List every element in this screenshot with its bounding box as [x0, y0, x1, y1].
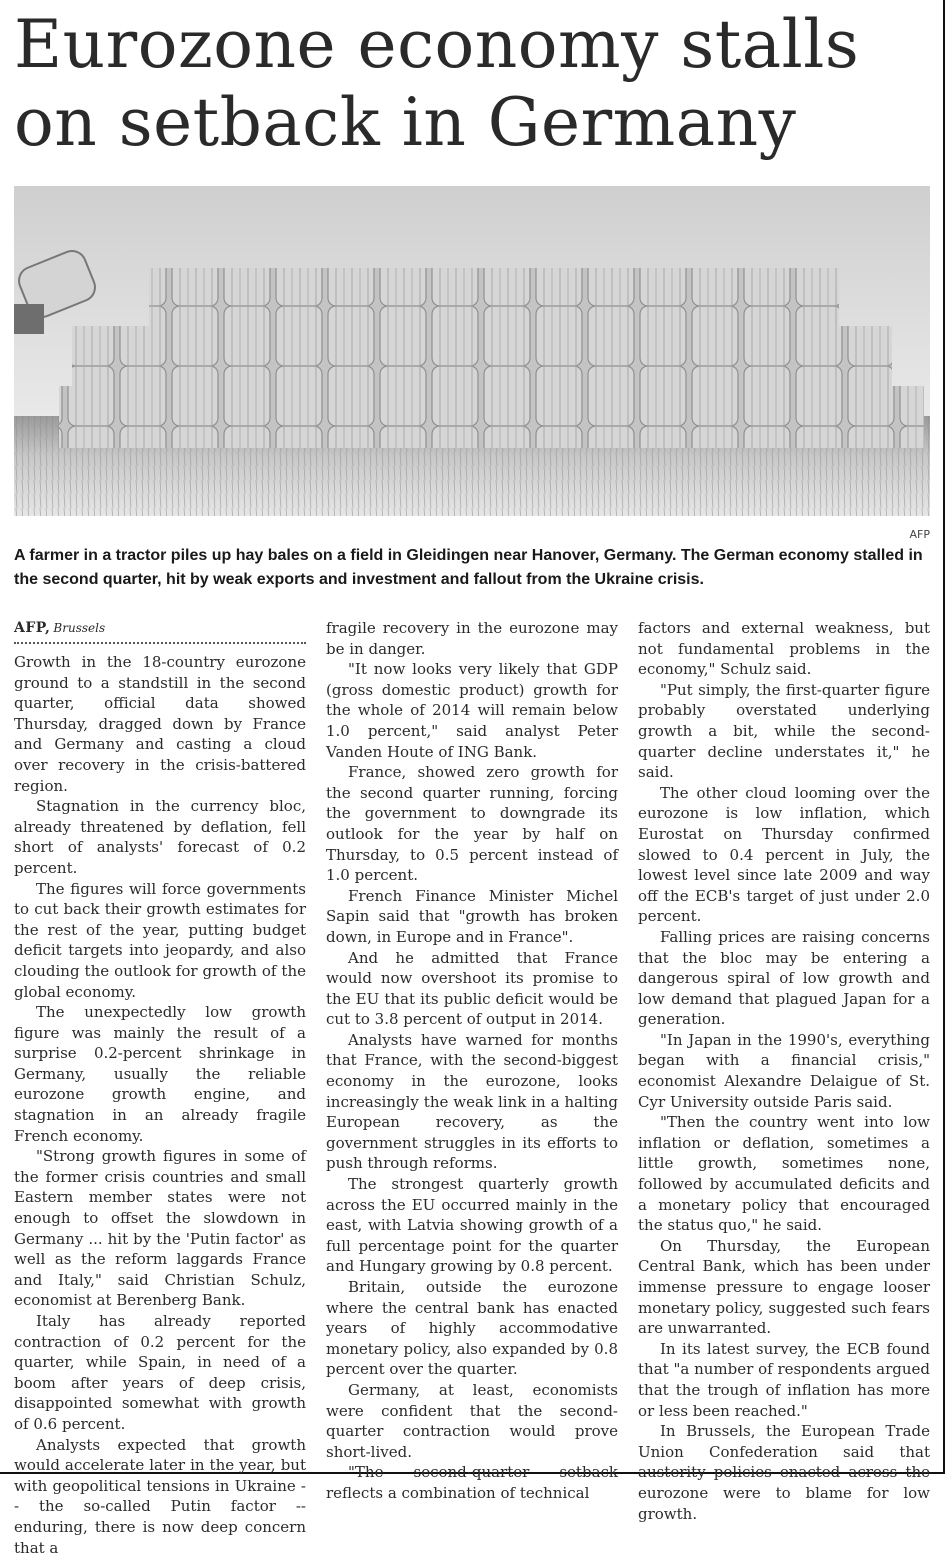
paragraph: In Brussels, the European Trade Union Confederation said that austerity policies enacted across the eurozone were to blame for low growth.	[638, 1422, 930, 1523]
paragraph: The unexpectedly low growth figure was mainly the result of a surprise 0.2-percent shrinkage in Germany, usually the reliable eurozone growth engine, and stagnation in an already fragile French economy.	[14, 1003, 306, 1145]
photo-credit: AFP	[909, 528, 930, 541]
paragraph: "The second-quarter setback reflects a combination of technical	[326, 1463, 618, 1502]
article-column-2	[326, 618, 618, 1502]
paragraph: "It now looks very likely that GDP (gross domestic product) growth for the whole of 2014 will remain below 1.0 percent," said analyst Peter Vanden Houte of ING Bank.	[326, 660, 618, 761]
bale-row-bottom	[59, 386, 924, 448]
paragraph: "In Japan in the 1990's, everything began with a financial crisis," economist Alexandre Delaigue of St. Cyr University outside Paris said.	[638, 1030, 930, 1111]
paragraph: Italy has already reported contraction of 0.2 percent for the quarter, while Spain, in need of a boom after years of deep crisis, disappointed somewhat with growth of 0.6 percent.	[14, 1312, 306, 1433]
paragraph: factors and external weakness, but not fundamental problems in the economy," Schulz said.	[638, 619, 930, 679]
paragraph: Stagnation in the currency bloc, already threatened by deflation, fell short of analysts' forecast of 0.2 percent.	[14, 797, 306, 877]
paragraph: France, showed zero growth for the second quarter running, forcing the government to downgrade its outlook for the year by half on Thursday, to 0.5 percent instead of 1.0 percent.	[326, 763, 618, 885]
hay-bales-illustration	[14, 186, 930, 516]
bale-row-top	[149, 268, 839, 330]
paragraph: "Then the country went into low inflation or deflation, sometimes a little growth, sometimes none, followed by accumulated deficits and a monetary policy that encouraged the status quo," he said.	[638, 1113, 930, 1235]
byline	[14, 618, 306, 644]
paragraph: Growth in the 18-country eurozone ground to a standstill in the second quarter, official data showed Thursday, dragged down by France and Germany and casting a cloud over recovery in the crisis-battered region.	[14, 653, 306, 795]
bale-row-middle	[72, 326, 892, 388]
paragraph: On Thursday, the European Central Bank, which has been under immense pressure to engage looser monetary policy, suggested such fears are unwarranted.	[638, 1236, 930, 1338]
paragraph: Analysts have warned for months that France, with the second-biggest economy in the eurozone, looks increasingly the weak link in a halting European recovery, as the government struggles in its efforts to push through reforms.	[326, 1030, 618, 1173]
paragraph: The figures will force governments to cut back their growth estimates for the rest of the year, putting budget deficit targets into jeopardy, and also clouding the outlook for growth of the global economy.	[14, 879, 306, 1001]
paragraph: The strongest quarterly growth across the EU occurred mainly in the east, with Latvia showing growth of a full percentage point for the quarter and Hungary growing by 0.8 percent.	[326, 1175, 618, 1276]
byline-source: AFP,	[14, 620, 51, 636]
article-column-3	[638, 618, 930, 1523]
paragraph: And he admitted that France would now overshoot its promise to the EU that its public deficit would be cut to 3.8 percent of output in 2014.	[326, 948, 618, 1029]
paragraph: Britain, outside the eurozone where the central bank has enacted years of highly accommodative monetary policy, also expanded by 0.8 percent over the quarter.	[326, 1278, 618, 1379]
paragraph: The other cloud looming over the eurozone is low inflation, which Eurostat on Thursday confirmed slowed to 0.4 percent in July, the lowest level since late 2009 and way off the ECB's target of just under 2.0 percent.	[638, 783, 930, 926]
article-column-1	[14, 618, 306, 1557]
paragraph: fragile recovery in the eurozone may be in danger.	[326, 619, 618, 658]
paragraph: French Finance Minister Michel Sapin said that "growth has broken down, in Europe and in France".	[326, 886, 618, 946]
paragraph: Falling prices are raising concerns that the bloc may be entering a dangerous spiral of low growth and low demand that plagued Japan for a generation.	[638, 927, 930, 1029]
news-photo-hay-bales	[14, 186, 930, 516]
paragraph: "Strong growth figures in some of the former crisis countries and small Eastern member states were not enough to offset the slowdown in Germany ... hit by the 'Putin factor' as well as the reform laggards France and Italy," said Christian Schulz, economist at Berenberg Bank.	[14, 1147, 306, 1310]
paragraph: Analysts expected that growth would accelerate later in the year, but with geopolitical tensions in Ukraine -- the so-called Putin factor -- enduring, there is now deep concern that a	[14, 1435, 306, 1557]
paragraph: In its latest survey, the ECB found that "a number of respondents argued that the trough of inflation has more or less been reached."	[638, 1339, 930, 1420]
paragraph: "Put simply, the first-quarter figure probably overstated underlying growth a bit, while the second-quarter decline understates it," he said.	[638, 680, 930, 782]
paragraph: Germany, at least, economists were confident that the second-quarter contraction would prove short-lived.	[326, 1380, 618, 1461]
byline-location: Brussels	[53, 621, 106, 635]
photo-caption: A farmer in a tractor piles up hay bales on a field in Gleidingen near Hanover, Germany. The German economy stalled in the second quarter, hit by weak exports and investment and fallout from the Ukraine crisis.	[14, 547, 923, 588]
headline: Eurozone economy stalls on setback in Germany	[14, 6, 860, 161]
